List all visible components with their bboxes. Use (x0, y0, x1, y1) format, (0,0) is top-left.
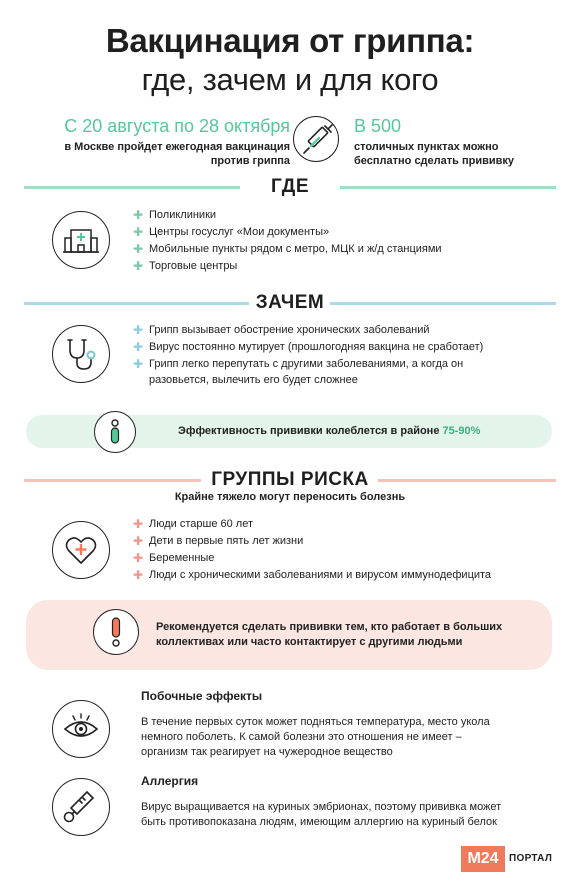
risk-title: ГРУППЫ РИСКА (211, 469, 369, 490)
fact-dates-value: С 20 августа по 28 октября (64, 116, 290, 136)
hospital-icon (52, 211, 110, 269)
efficiency-label: Эффективность прививки колеблется в районе (178, 425, 440, 437)
list-item: ✚ Торговые центры (133, 259, 238, 273)
heart-cross-icon (52, 521, 110, 579)
page-subtitle: где, зачем и для кого (141, 62, 439, 97)
list-item: ✚ Люди с хроническими заболеваниями и вирусом иммунодефицита (133, 568, 492, 582)
where-divider-right (340, 186, 556, 189)
list-item: ✚ Поликлиники (133, 208, 217, 222)
allergy-title: Аллергия (141, 774, 199, 788)
list-item: ✚ Центры госуслуг «Мои документы» (133, 225, 330, 239)
fact-dates-line1: в Москве пройдет ежегодная вакцинация (64, 141, 290, 153)
plus-icon: ✚ (133, 242, 144, 256)
list-item: ✚ Грипп легко перепутать с другими заболеваниями, а когда он (133, 357, 464, 371)
side-effects-line2: немного поболеть. К самой болезни это отношения не имеет – (141, 731, 462, 743)
plus-icon: ✚ (133, 568, 144, 582)
allergy-line1: Вирус выращивается на куриных эмбрионах, поэтому прививка может (141, 801, 502, 813)
side-effects-title: Побочные эффекты (141, 689, 263, 703)
page-title: Вакцинация от гриппа: (105, 22, 475, 59)
list-item: ✚ Дети в первые пять лет жизни (133, 534, 304, 548)
syringe-icon (293, 116, 339, 162)
m24-logo: M24 (461, 846, 505, 872)
recommend-line2: коллективах или часто контактирует с другими людьми (156, 636, 463, 648)
fact-points-text (354, 140, 554, 168)
plus-icon: ✚ (133, 323, 144, 337)
where-title: ГДЕ (270, 176, 309, 197)
side-effects-text (141, 715, 531, 760)
risk-divider-right (378, 479, 556, 482)
why-divider-right (330, 302, 556, 305)
fact-dates-line2: против гриппа (210, 155, 290, 167)
list-item: ✚ Люди старше 60 лет (133, 517, 253, 531)
portal-label: ПОРТАЛ (509, 853, 553, 864)
risk-list (133, 516, 491, 583)
fact-points-line1: столичных пунктах можно (354, 141, 499, 153)
why-list (133, 322, 483, 388)
recommend-line1: Рекомендуется сделать прививки тем, кто работает в больших (156, 621, 503, 633)
plus-icon: ✚ (133, 517, 144, 531)
fact-points-value: В 500 (354, 116, 402, 136)
plus-icon: ✚ (133, 551, 144, 565)
fact-points (354, 116, 554, 168)
fact-dates-text (40, 140, 290, 168)
allergy-text (141, 800, 531, 830)
info-icon (94, 411, 136, 453)
efficiency-text (178, 424, 480, 439)
plus-icon: ✚ (133, 340, 144, 354)
stethoscope-icon (52, 325, 110, 383)
side-effects-line3: организм так реагирует на чужеродное вещество (141, 746, 393, 758)
recommend-text (156, 620, 502, 650)
list-item: ✚ Мобильные пункты рядом с метро, МЦК и ж/д станциями (133, 242, 442, 256)
fact-dates (40, 116, 290, 168)
fact-points-line2: бесплатно сделать прививку (354, 155, 515, 167)
list-item-continuation: разовьется, вылечить его будет сложнее (149, 374, 358, 386)
plus-icon: ✚ (133, 357, 144, 371)
allergy-line2: быть противопоказана людям, имеющим аллергию на куриный белок (141, 816, 497, 828)
side-effects-line1: В течение первых суток может подняться температура, место укола (141, 716, 490, 728)
thermometer-icon (52, 778, 110, 836)
risk-subtitle: Крайне тяжело могут переносить болезнь (174, 491, 406, 503)
plus-icon: ✚ (133, 225, 144, 239)
eye-icon (52, 700, 110, 758)
plus-icon: ✚ (133, 259, 144, 273)
list-item: ✚ Вирус постоянно мутирует (прошлогодняя вакцина не сработает) (133, 340, 484, 354)
exclamation-icon (93, 609, 139, 655)
list-item: ✚ Беременные (133, 551, 215, 565)
plus-icon: ✚ (133, 534, 144, 548)
why-title: ЗАЧЕМ (255, 292, 325, 313)
efficiency-value: 75-90% (442, 425, 481, 437)
where-list (133, 207, 442, 274)
list-item: ✚ Грипп вызывает обострение хронических заболеваний (133, 323, 430, 337)
plus-icon: ✚ (133, 208, 144, 222)
